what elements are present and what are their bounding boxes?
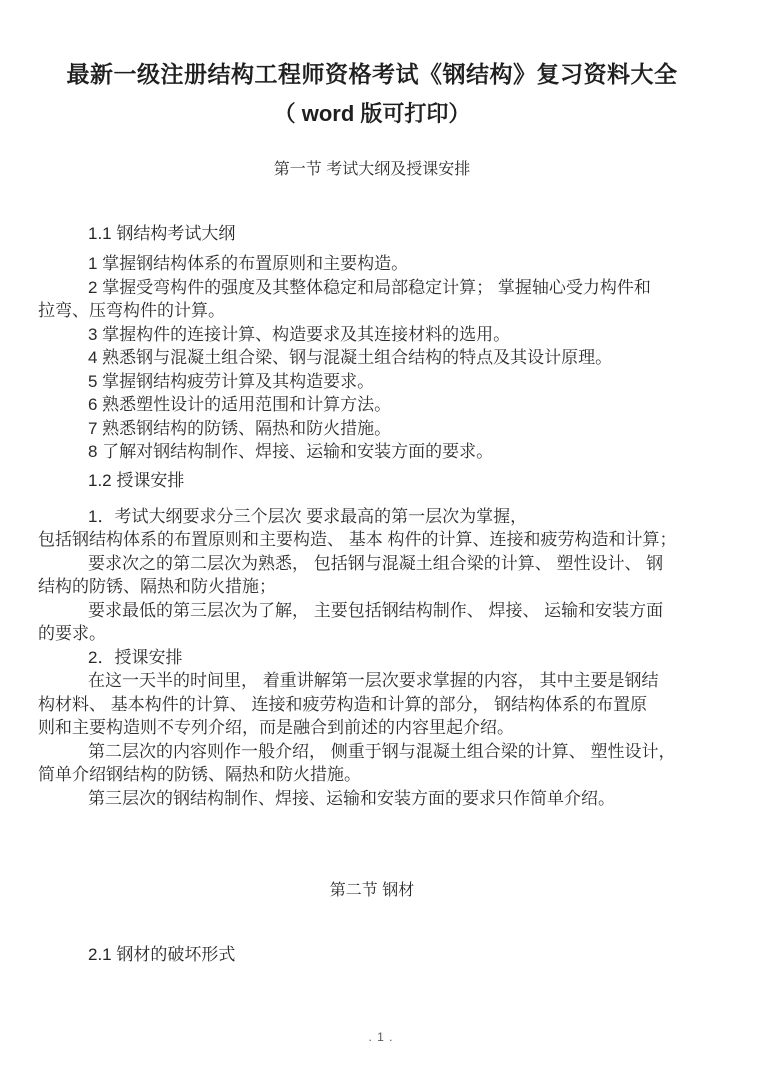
text-line: 2 掌握受弯构件的强度及其整体稳定和局部稳定计算； 掌握轴心受力构件和 xyxy=(88,277,651,297)
text-line: 结构的防锈、隔热和防火措施； xyxy=(38,577,276,596)
section-2-heading: 第二节 钢材 xyxy=(329,882,415,899)
text-line: 1 掌握钢结构体系的布置原则和主要构造。 xyxy=(88,254,409,273)
text-line: 简单介绍钢结构的防锈、隔热和防火措施。 xyxy=(38,765,361,784)
document-subtitle: （ word 版可打印） xyxy=(273,101,471,126)
document-content xyxy=(38,0,706,966)
text-line: 6 熟悉塑性设计的适用范围和计算方法。 xyxy=(88,395,392,414)
subsection-1-1-heading: 1.1 钢结构考试大纲 xyxy=(88,224,236,243)
text-line: 要求次之的第二层次为熟悉， 包括钢与混凝土组合梁的计算、 塑性设计、 钢 xyxy=(88,553,664,573)
text-line: 1．考试大纲要求分三个层次 要求最高的第一层次为掌握， xyxy=(88,506,528,526)
text-line: 拉弯、压弯构件的计算。 xyxy=(38,301,225,320)
text-line: 则和主要构造则不专列介绍，而是融合到前述的内容里起介绍。 xyxy=(38,718,514,737)
page-number: . 1 . xyxy=(368,1030,394,1044)
text-line: 包括钢结构体系的布置原则和主要构造、 基本 构件的计算、连接和疲劳构造和计算； xyxy=(38,530,677,549)
text-line: 7 熟悉钢结构的防锈、隔热和防火措施。 xyxy=(88,418,392,438)
text-line: 第三层次的钢结构制作、焊接、运输和安装方面的要求只作简单介绍。 xyxy=(88,788,615,808)
text-line: 的要求。 xyxy=(38,624,106,643)
text-line: 8 了解对钢结构制作、焊接、运输和安装方面的要求。 xyxy=(88,442,494,461)
subsection-2-1-heading: 2.1 钢材的破坏形式 xyxy=(88,945,236,964)
text-line: 构材料、 基本构件的计算、 连接和疲劳构造和计算的部分， 钢结构体系的布置原 xyxy=(38,694,648,714)
text-line: 在这一天半的时间里， 着重讲解第一层次要求掌握的内容， 其中主要是钢结 xyxy=(88,671,659,690)
document-title: 最新一级注册结构工程师资格考试《钢结构》复习资料大全 xyxy=(66,61,678,87)
exam-outline-lines xyxy=(38,252,706,464)
subsection-1-2-heading: 1.2 授课安排 xyxy=(88,470,185,490)
teaching-schedule-lines xyxy=(38,505,706,811)
section-1-heading: 第一节 考试大纲及授课安排 xyxy=(273,161,471,178)
text-line: 第二层次的内容则作一般介绍， 侧重于钢与混凝土组合梁的计算、 塑性设计， xyxy=(88,741,676,761)
text-line: 4 熟悉钢与混凝土组合梁、钢与混凝土组合结构的特点及其设计原理。 xyxy=(88,348,613,367)
text-line: 2．授课安排 xyxy=(88,647,183,667)
text-line: 3 掌握构件的连接计算、构造要求及其连接材料的选用。 xyxy=(88,324,511,344)
text-line: 5 掌握钢结构疲劳计算及其构造要求。 xyxy=(88,371,375,391)
text-line: 要求最低的第三层次为了解， 主要包括钢结构制作、 焊接、 运输和安装方面 xyxy=(88,600,664,620)
